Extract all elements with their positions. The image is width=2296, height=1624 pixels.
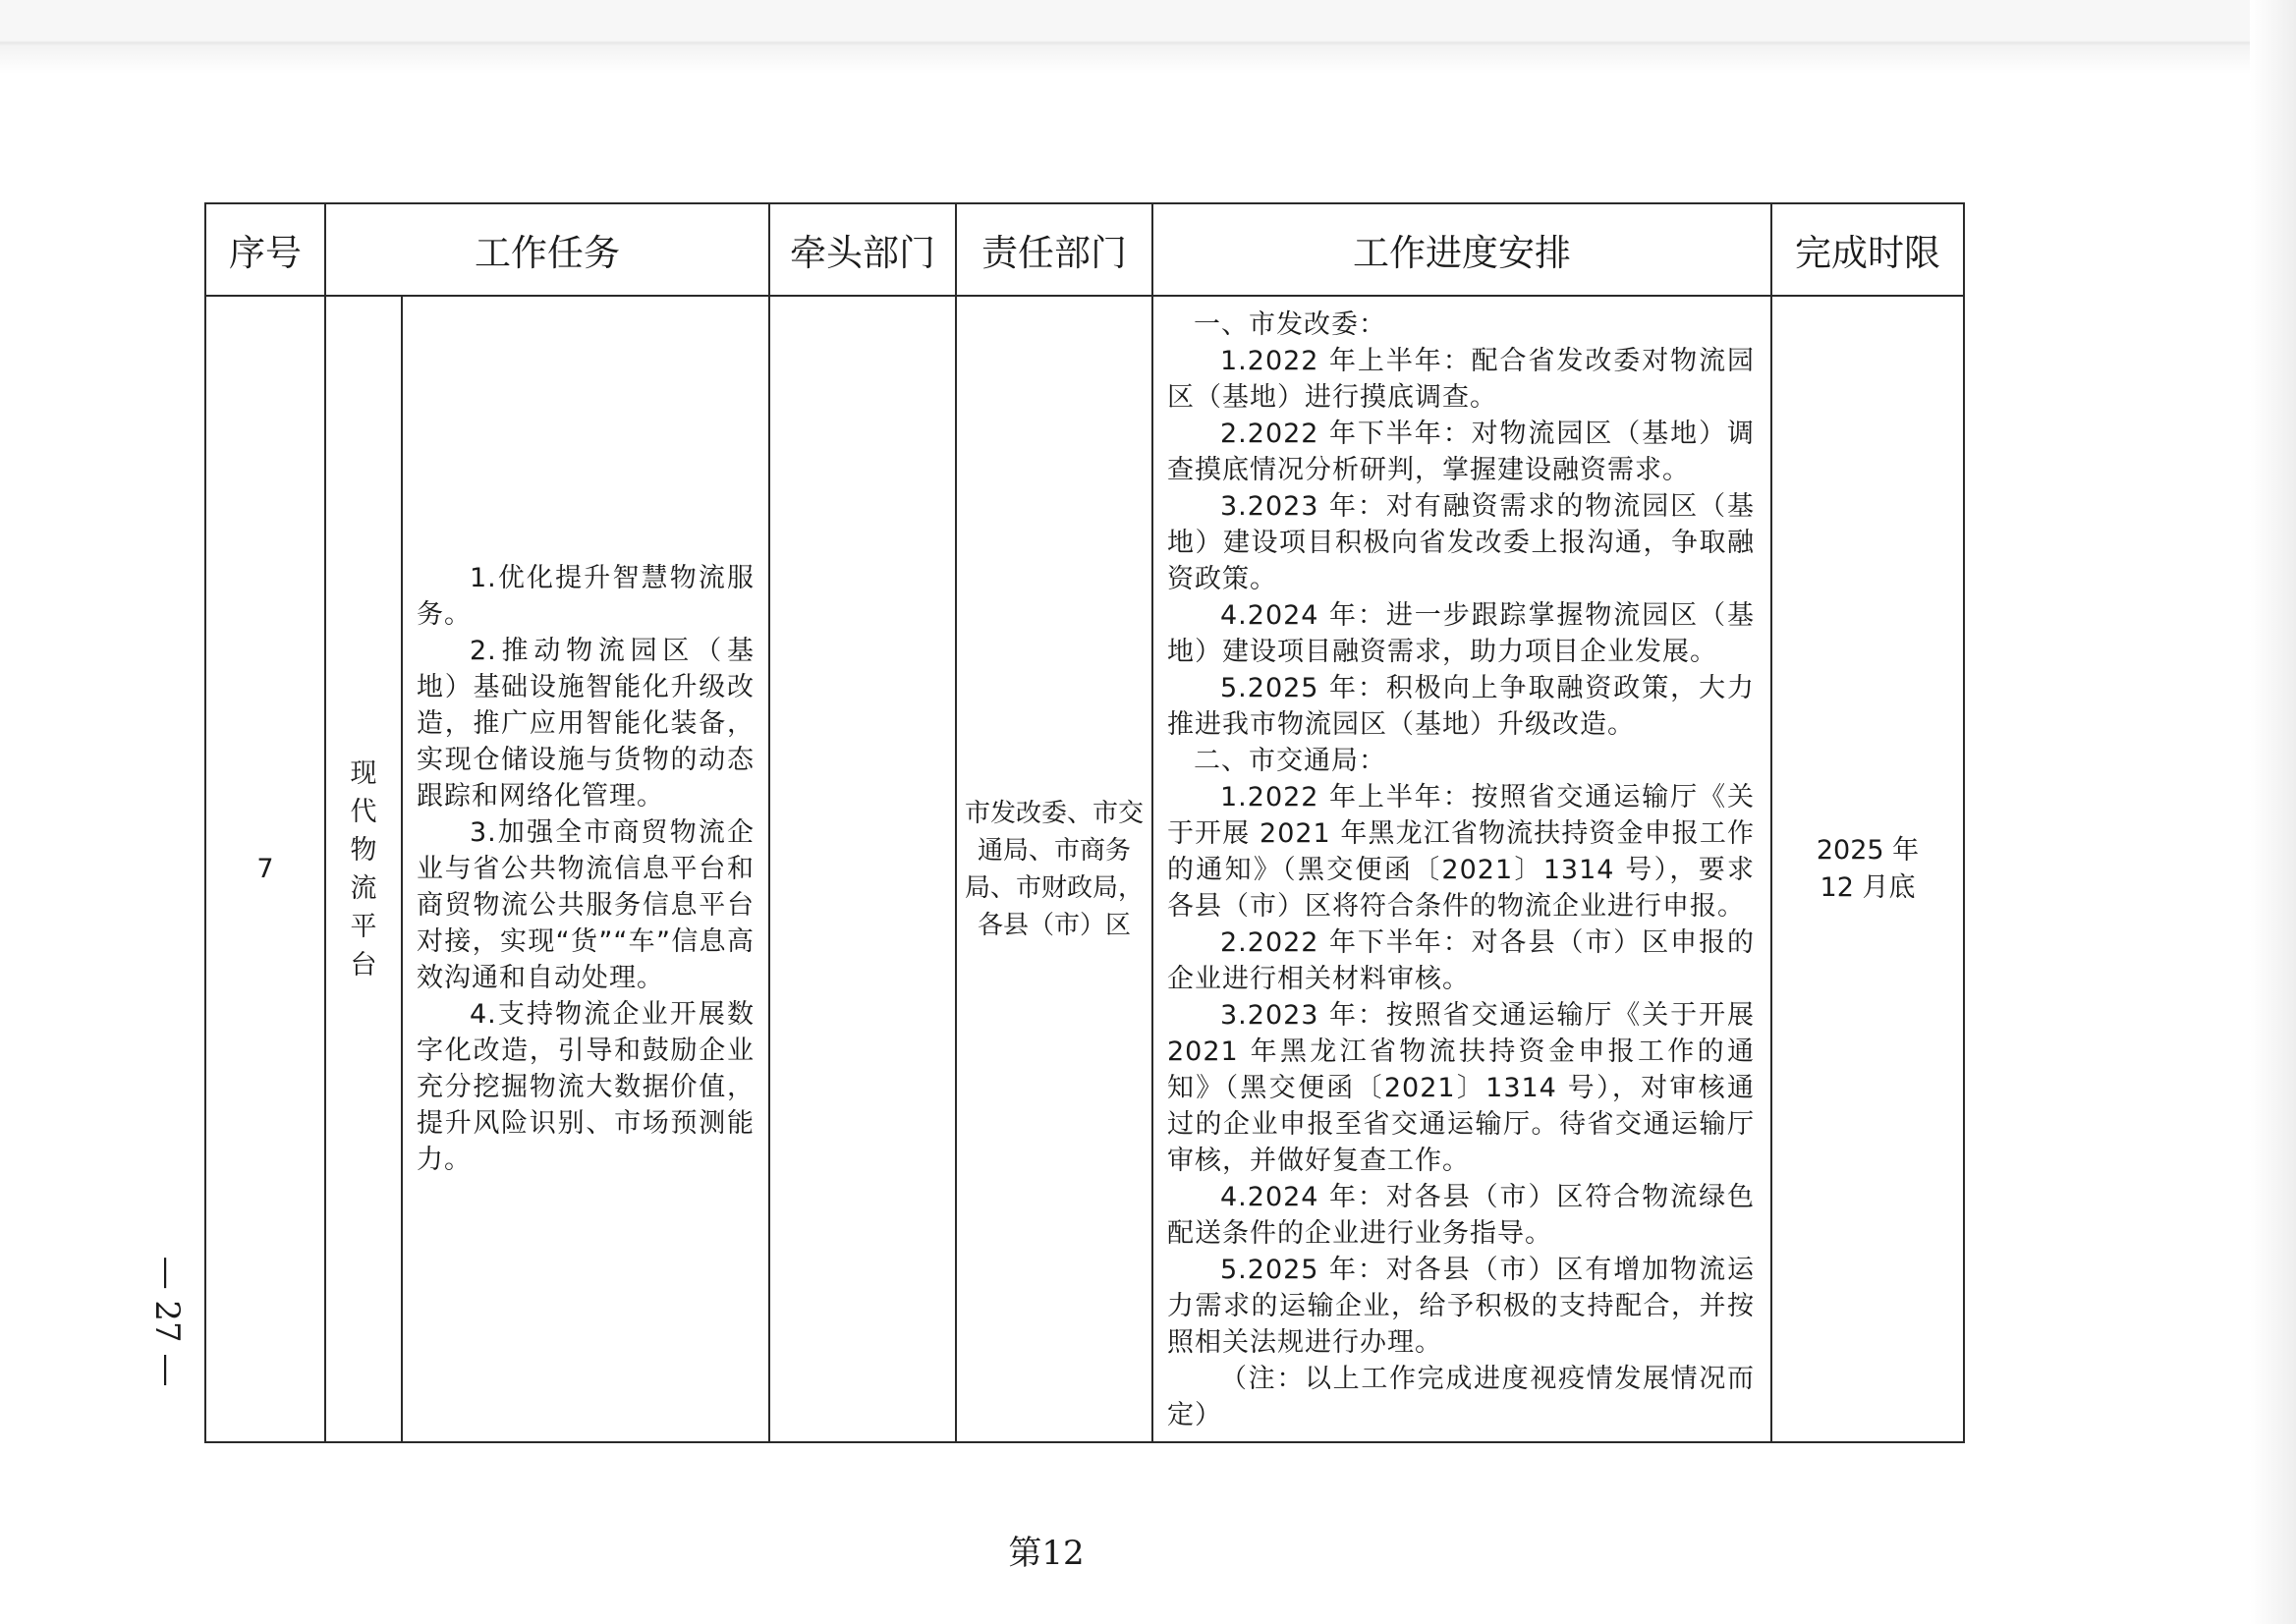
header-row [205, 203, 1964, 296]
progress-note: （注：以上工作完成进度视疫情发展情况而定） [1167, 1364, 1755, 1430]
task-item: 1.优化提升智慧物流服务。 [417, 563, 755, 630]
progress-item: 2.2022 年下半年：对物流园区（基地）调查摸底情况分析研判，掌握建设融资需求。 [1167, 419, 1755, 485]
work-task-table [204, 202, 1965, 1443]
header-task: 工作任务 [325, 203, 769, 296]
scan-right-edge [2250, 0, 2296, 1624]
page-footer: 第12 [1008, 1534, 1085, 1573]
header-deadline: 完成时限 [1771, 203, 1964, 296]
deadline-month: 12 月底 [1820, 871, 1916, 903]
progress-item: 3.2023 年：按照省交通运输厅《关于开展 2021 年黑龙江省物流扶持资金申报工作的通知》（黑交便函〔2021〕1314 号），对审核通过的企业申报至省交通运输厅。待省交通运输厅审核，并做好复查工作。 [1167, 1000, 1755, 1176]
header-progress: 工作进度安排 [1152, 203, 1771, 296]
progress-item: 3.2023 年：对有融资需求的物流园区（基地）建设项目积极向省发改委上报沟通，争取融资政策。 [1167, 491, 1755, 594]
row-seq: 7 [205, 296, 325, 1442]
progress-item: 4.2024 年：进一步跟踪掌握物流园区（基地）建设项目融资需求，助力项目企业发展。 [1167, 600, 1755, 667]
header-lead: 牵头部门 [769, 203, 956, 296]
row-lead [769, 296, 956, 1442]
table-row [205, 296, 1964, 1442]
deadline-year: 2025 年 [1816, 834, 1920, 866]
progress-item: 5.2025 年：对各县（市）区有增加物流运力需求的运输企业，给予积极的支持配合，并按照相关法规进行办理。 [1167, 1255, 1755, 1358]
row-deadline [1771, 296, 1964, 1442]
task-item: 2.推动物流园区（基地）基础设施智能化升级改造，推广应用智能化装备，实现仓储设施与货物的动态跟踪和网络化管理。 [417, 636, 755, 812]
task-item: 3.加强全市商贸物流企业与省公共物流信息平台和商贸物流公共服务信息平台对接，实现“货”“车”信息高效沟通和自动处理。 [417, 817, 755, 993]
task-item: 4.支持物流企业开展数字化改造，引导和鼓励企业充分挖掘物流大数据价值，提升风险识别、市场预测能力。 [417, 999, 755, 1175]
row-category-cell [325, 296, 402, 1442]
progress-item: 1.2022 年上半年：按照省交通运输厅《关于开展 2021 年黑龙江省物流扶持资金申报工作的通知》（黑交便函〔2021〕1314 号），要求各县（市）区将符合条件的物流企业进行申报。 [1167, 782, 1755, 922]
progress-item: 2.2022 年下半年：对各县（市）区申报的企业进行相关材料审核。 [1167, 927, 1755, 994]
header-resp: 责任部门 [956, 203, 1152, 296]
page-number: — 27 — [147, 1256, 187, 1387]
row-tasks [402, 296, 769, 1442]
progress-item: 1.2022 年上半年：配合省发改委对物流园区（基地）进行摸底调查。 [1167, 346, 1755, 413]
progress-item: 5.2025 年：积极向上争取融资政策，大力推进我市物流园区（基地）升级改造。 [1167, 673, 1755, 740]
row-category: 现代物流平台 [350, 757, 377, 980]
row-resp: 市发改委、市交通局、市商务局、市财政局，各县（市）区 [956, 296, 1152, 1442]
progress-section-title: 二、市交通局： [1194, 746, 1386, 776]
header-seq: 序号 [205, 203, 325, 296]
progress-item: 4.2024 年：对各县（市）区符合物流绿色配送条件的企业进行业务指导。 [1167, 1182, 1755, 1249]
progress-section-title: 一、市发改委： [1194, 309, 1386, 340]
scan-top-edge [0, 0, 2296, 74]
row-progress [1152, 296, 1771, 1442]
